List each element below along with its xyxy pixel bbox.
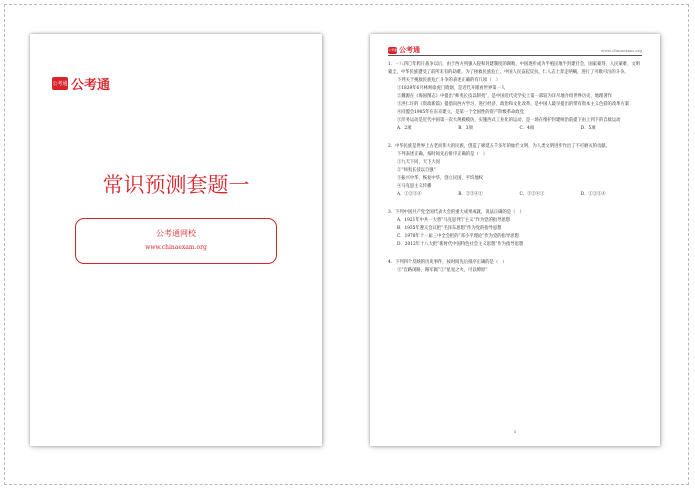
logo-name: 公考通 (71, 78, 111, 93)
answer-option[interactable]: D．①②③④ (580, 192, 606, 197)
cover-title: 常识预测套题一 (102, 173, 250, 197)
question-item: ④马克思主义传播 (397, 184, 432, 189)
question-item: ④同盟会1905年在东京建立，是第一个全国性的资产阶级革命政党 (397, 110, 524, 115)
answer-options (388, 191, 642, 199)
header-divider (388, 55, 642, 56)
logo-mark-icon: 公考通 (52, 77, 68, 90)
question-stem: 4．下列四个反映的历史事件，按时间先后排序正确的是（ ） (388, 260, 507, 265)
question-gap (388, 275, 642, 285)
question-item: ③振兴中华，恢复中华，创立民国，平均地权 (397, 176, 483, 181)
logo-name: 公考通 (399, 46, 420, 54)
answer-option[interactable]: B．②③④① (458, 192, 483, 197)
answer-options (388, 125, 642, 133)
question-stem: 3．下列中国共产党全国代表大会的重大成果成就，说法正确的是（ ） (388, 210, 524, 215)
question-2 (388, 143, 642, 209)
question-item: B．1935年遵义会议把“毛泽东思想”作为党的指导思想 (397, 226, 502, 231)
content-page[interactable] (370, 34, 660, 446)
question-list (388, 61, 642, 285)
question-item: ①“官路闭路，路军阀”②“星星之火，可以燎原” (397, 268, 488, 273)
question-gap (388, 133, 642, 143)
question-item: C．1978年十一届三中全会把的“邓小平理论”作为党的指导思想 (397, 234, 519, 239)
answer-option[interactable]: A．2项 (397, 126, 412, 131)
question-item: ②魏源在《海国图志》中提出“师夷长技以制夷”，是中国近代史学史上第一部较为详尽地介绍世界历史、地理著作 (397, 94, 612, 99)
school-name: 公考通网校 (156, 229, 196, 238)
answer-option[interactable]: D．5项 (580, 126, 596, 131)
header-logo (388, 45, 420, 55)
question-item: D．2012年十八大把“新时代中国特色社会主义思想”作为指导思想 (397, 242, 524, 247)
question-gap (388, 199, 642, 209)
question-gap (388, 249, 642, 259)
question-3 (388, 209, 642, 259)
answer-option[interactable]: A．①②③④ (397, 192, 422, 197)
question-item: ⑤洋务运动是近代中国第一次大规模模仿、实施西式工业化的运动，是一场在维护封建统治前提下由上到下的自救运动 (397, 118, 621, 123)
page-number: 1 (513, 429, 517, 434)
question-stem: 1．一八四〇年鸦片战争以后，由于西方列强入侵和封建制度的腐败，中国逐步成为半殖民地半封建社会，国家蒙辱、人民蒙难、文明蒙尘，中华民族遭受了前所未有的劫难。为了拯救民族危亡，中国人民奋起反抗，仁人志士奔走呐喊，进行了可歌可泣的斗争。 (388, 62, 640, 75)
question-item: ③洪仁玕的《资政新篇》提倡向西方学习，进行经济、政治和文化改革，是中国人最早提出的带有资本主义色彩的改革方案 (397, 102, 630, 107)
question-1 (388, 61, 642, 143)
answer-option[interactable]: C．4项 (519, 126, 535, 131)
school-box (75, 218, 277, 264)
logo-mark-icon: 公考通 (388, 48, 398, 52)
answer-option[interactable]: C．③②④① (519, 192, 545, 197)
question-stem: 下列关于挽救民族危亡斗争的表述正确的有几项（ ） (397, 78, 501, 83)
question-4 (388, 259, 642, 285)
question-item: ②“师夷长技以自强” (397, 168, 436, 173)
question-stem: 下列表述正确，按时间先后排序正确的是（ ） (397, 152, 488, 157)
question-item: ①九天下同，天下大同 (397, 160, 440, 165)
question-stem: 2．中华民族是世界上古老而伟大的民族，创造了绵延五千多年的灿烂文明，为人类文明进步作出了不可磨灭的贡献。 (388, 144, 610, 149)
question-item: A．1921年中共一大将“马克思列宁主义”作为党的指导思想 (397, 218, 510, 223)
question-item: ①1839年6月林则徐虎门销烟，是近代开眼看世界第一人 (397, 86, 506, 91)
header-url: www.chinaexam.org (600, 48, 642, 53)
cover-page[interactable] (30, 34, 322, 446)
cover-logo (52, 74, 110, 93)
school-url: www.chinaexam.org (145, 244, 207, 251)
answer-option[interactable]: B．3项 (458, 126, 473, 131)
